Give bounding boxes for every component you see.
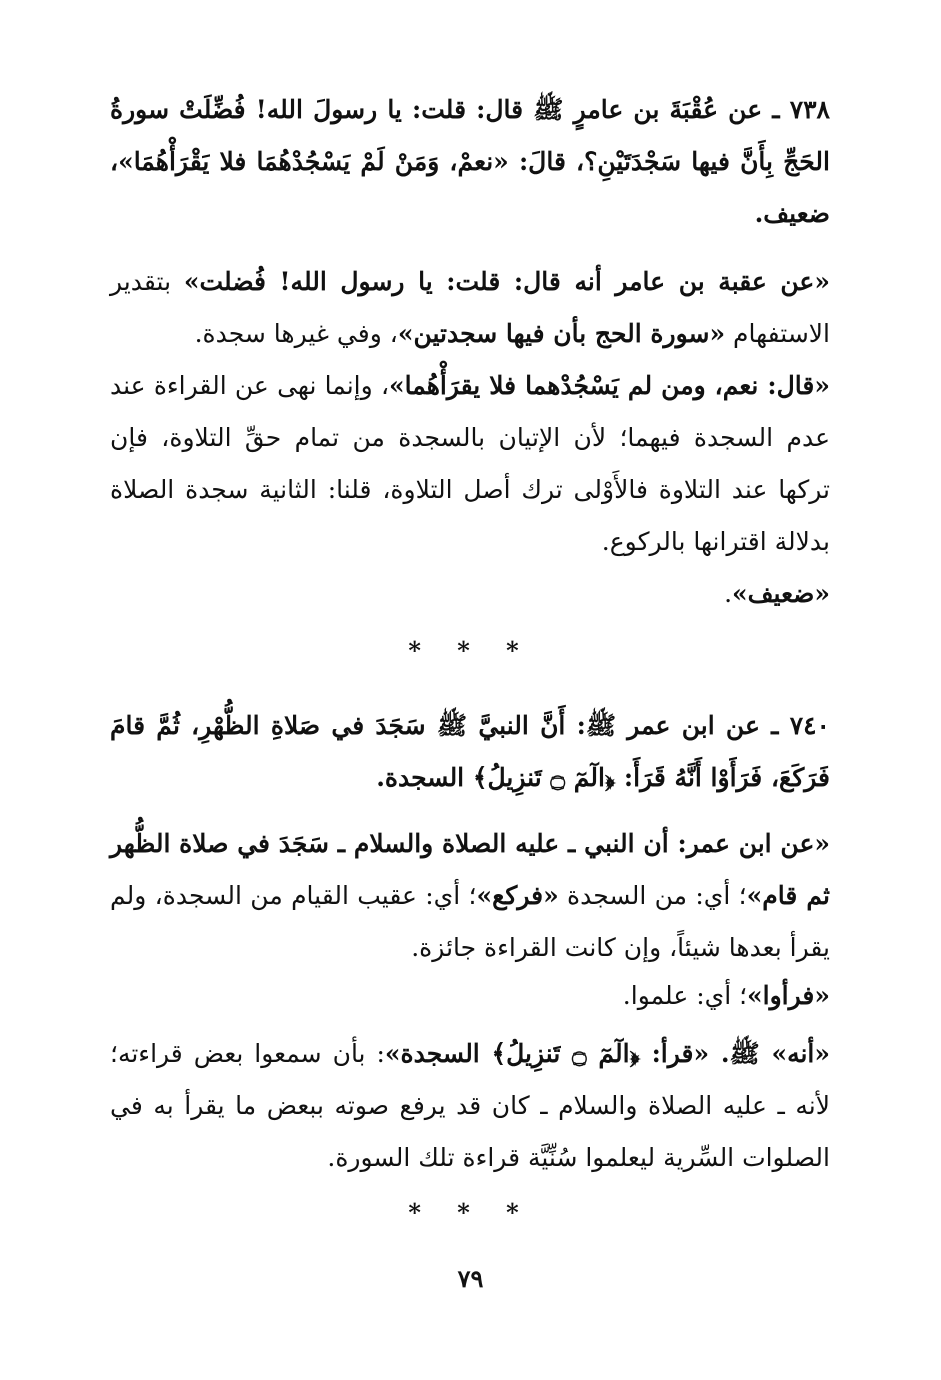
commentary-text: . [724, 579, 733, 608]
hadith-738-text: ٧٣٨ ـ عن عُقْبَةَ بن عامرٍ ﷺ قال: قلت: يا رسولَ الله! فُضِّلَتْ سورةُ الحَجِّ بِأَنَّ فيها سَجْدَتَيْنِ؟، قالَ: «نعمْ، وَمَنْ لَمْ يَسْجُدْهُمَا فلا يَقْرَأْهُمَا»، ضعيف. [110, 95, 830, 228]
commentary-740-para-1 [110, 818, 830, 974]
section-separator: * * * [408, 636, 533, 665]
commentary-text: بتقدير الاستفهام [110, 267, 830, 348]
commentary-text: ؛ أي: علموا. [622, 981, 748, 1010]
hadith-740 [110, 700, 830, 804]
page-number: ٧٩ [457, 1264, 484, 1293]
commentary-738-para-2 [110, 360, 830, 568]
quoted-phrase: «ضعيف» [732, 579, 830, 608]
commentary-738-para-3 [110, 568, 830, 620]
quoted-phrase: «عن ابن عمر: أن النبي ـ عليه الصلاة والسلام ـ سَجَدَ في صلاة الظُّهر ثم قام» [110, 829, 830, 910]
quoted-phrase: «عن عقبة بن عامر أنه قال: قلت: يا رسول الله! فُضلت» [183, 267, 830, 296]
hadith-738 [110, 84, 830, 240]
hadith-740-text: ٧٤٠ ـ عن ابن عمر ﷺ: أَنَّ النبيَّ ﷺ سَجَدَ في صَلاةِ الظُّهْرِ، ثُمَّ قامَ فَرَكَعَ، فَرَأَوْا أَنَّهُ قَرَأَ: ﴿الٓمٓ ۝ تَنزِيلُ﴾ السجدة. [110, 711, 830, 792]
quoted-phrase: «قال: نعم، ومن لم يَسْجُدْهما فلا يقرَأْهُما» [389, 371, 830, 400]
commentary-text: ؛ أي: من السجدة [558, 881, 747, 910]
commentary-740-para-3 [110, 1028, 830, 1184]
commentary-text: ، وإنما نهى عن القراءة عند عدم السجدة فيهما؛ لأن الإتيان بالسجدة من تمام حقِّ التلاوة، فإن تركها عند التلاوة فالأَوْلى ترك أصل التلاوة، قلنا: الثانية سجدة الصلاة بدلالة اقترانها بالركوع. [110, 371, 830, 556]
commentary-740-para-2 [110, 970, 830, 1022]
quoted-phrase: «سورة الحج بأن فيها سجدتين» [397, 319, 726, 348]
quoted-phrase: «فركع» [476, 881, 559, 910]
quoted-phrase: «فرأوا» [747, 981, 830, 1010]
commentary-text: ؛ أي: عقيب القيام من السجدة، ولم يقرأ بعدها شيئاً، وإن كانت القراءة جائزة. [110, 881, 830, 962]
section-separator: * * * [408, 1198, 533, 1227]
quoted-phrase: «أنه» ﷺ. «قرأ: ﴿الٓمٓ ۝ تَنزِيلُ﴾ السجدة» [384, 1039, 830, 1068]
commentary-text: : بأن سمعوا بعض قراءته؛ لأنه ـ عليه الصلاة والسلام ـ كان قد يرفع صوته ببعض ما يقرأ به في الصلوات السِّرية ليعلموا سُنِّيَّة قراءة تلك السورة. [110, 1039, 830, 1172]
commentary-text: ، وفي غيرها سجدة. [194, 319, 398, 348]
commentary-738-para-1 [110, 256, 830, 360]
